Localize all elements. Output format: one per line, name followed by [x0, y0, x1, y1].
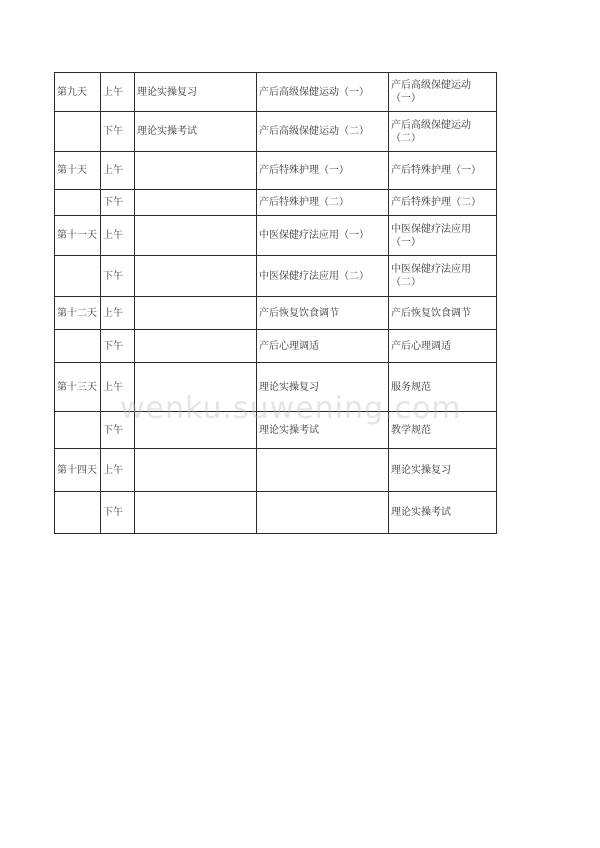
course-cell: 中医保健疗法应用（一）	[389, 216, 497, 256]
course-cell: 产后恢复饮食调节	[257, 297, 389, 330]
course-cell: 教学规范	[389, 412, 497, 449]
course-cell	[135, 152, 257, 190]
period-cell: 上午	[101, 363, 135, 412]
period-cell: 上午	[101, 73, 135, 112]
course-cell: 理论实操复习	[389, 449, 497, 492]
period-cell: 下午	[101, 190, 135, 216]
course-cell: 产后心理调适	[257, 330, 389, 363]
course-cell	[135, 363, 257, 412]
course-cell: 理论实操复习	[135, 73, 257, 112]
course-cell: 产后特殊护理（一）	[257, 152, 389, 190]
day-cell	[55, 412, 101, 449]
course-cell: 理论实操复习	[257, 363, 389, 412]
watermark: wenku.suwening.com	[120, 391, 462, 426]
course-cell: 理论实操考试	[135, 112, 257, 152]
period-cell: 上午	[101, 297, 135, 330]
day-cell: 第九天	[55, 73, 101, 112]
day-cell	[55, 330, 101, 363]
table-row	[55, 112, 497, 152]
course-cell: 产后特殊护理（二）	[389, 190, 497, 216]
day-cell	[55, 492, 101, 534]
course-cell: 中医保健疗法应用（二）	[257, 256, 389, 297]
day-cell: 第十四天	[55, 449, 101, 492]
period-cell: 下午	[101, 330, 135, 363]
course-cell: 产后特殊护理（二）	[257, 190, 389, 216]
day-cell: 第十一天	[55, 216, 101, 256]
period-cell: 上午	[101, 449, 135, 492]
period-cell: 下午	[101, 412, 135, 449]
course-cell	[135, 412, 257, 449]
day-cell	[55, 112, 101, 152]
table-row	[55, 216, 497, 256]
table-row	[55, 152, 497, 190]
day-cell	[55, 190, 101, 216]
course-cell: 产后心理调适	[389, 330, 497, 363]
day-cell: 第十三天	[55, 363, 101, 412]
course-cell: 产后高级保健运动（一）	[389, 73, 497, 112]
course-cell	[257, 449, 389, 492]
course-cell: 中医保健疗法应用（二）	[389, 256, 497, 297]
table-row	[55, 330, 497, 363]
course-cell	[135, 330, 257, 363]
table-row	[55, 73, 497, 112]
course-cell: 理论实操考试	[257, 412, 389, 449]
period-cell: 上午	[101, 216, 135, 256]
course-cell: 产后高级保健运动（一）	[257, 73, 389, 112]
course-cell	[135, 492, 257, 534]
period-cell: 下午	[101, 256, 135, 297]
course-cell: 产后特殊护理（一）	[389, 152, 497, 190]
course-cell: 理论实操考试	[389, 492, 497, 534]
table-row	[55, 492, 497, 534]
period-cell: 上午	[101, 152, 135, 190]
table-row	[55, 412, 497, 449]
course-cell	[135, 256, 257, 297]
period-cell: 下午	[101, 112, 135, 152]
course-cell: 服务规范	[389, 363, 497, 412]
course-cell	[135, 449, 257, 492]
table-row	[55, 297, 497, 330]
course-cell: 产后恢复饮食调节	[389, 297, 497, 330]
course-cell: 产后高级保健运动（二）	[257, 112, 389, 152]
course-cell	[257, 492, 389, 534]
course-cell: 产后高级保健运动（二）	[389, 112, 497, 152]
course-cell: 中医保健疗法应用（一）	[257, 216, 389, 256]
table-row	[55, 363, 497, 412]
day-cell: 第十二天	[55, 297, 101, 330]
day-cell: 第十天	[55, 152, 101, 190]
day-cell	[55, 256, 101, 297]
course-cell	[135, 297, 257, 330]
table-row	[55, 256, 497, 297]
course-cell	[135, 190, 257, 216]
table-row	[55, 449, 497, 492]
table-row	[55, 190, 497, 216]
schedule-table	[54, 72, 497, 534]
period-cell: 下午	[101, 492, 135, 534]
course-cell	[135, 216, 257, 256]
